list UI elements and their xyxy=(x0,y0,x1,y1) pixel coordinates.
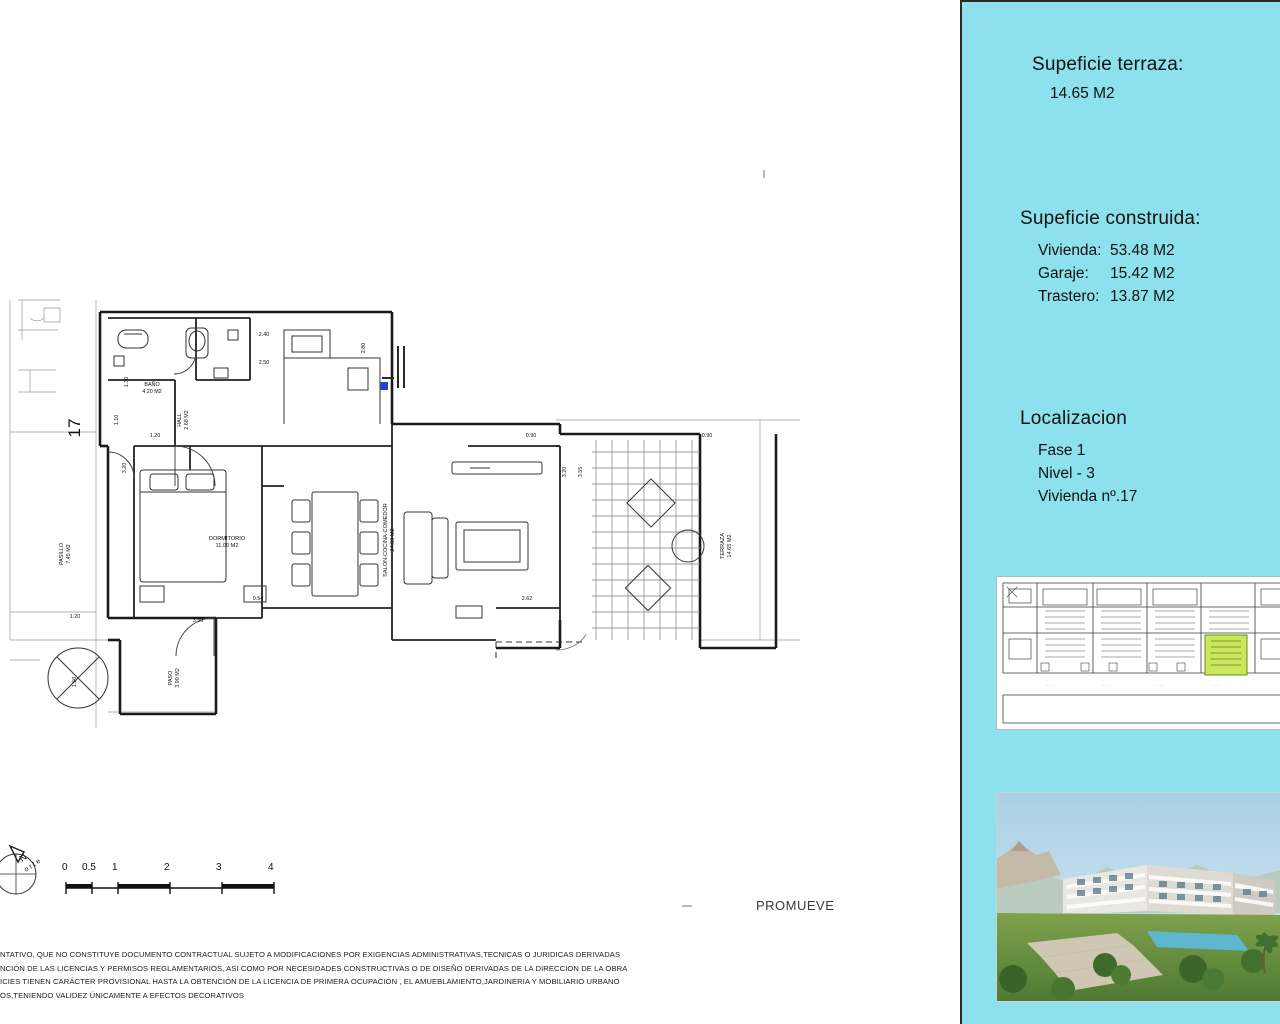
scale-bar xyxy=(60,862,300,898)
svg-text:· · ·: · · · xyxy=(1211,683,1219,689)
built-area-value: 15.42 M2 xyxy=(1110,265,1175,282)
svg-text:1.20: 1.20 xyxy=(69,614,81,620)
scale-tick: 1 xyxy=(112,862,118,873)
built-area-row xyxy=(1020,265,1280,283)
panel-top-rule xyxy=(962,0,1280,2)
site-key-plan[interactable] xyxy=(996,576,1280,730)
svg-text:DORMITORIO: DORMITORIO xyxy=(208,536,246,542)
legal-disclaimer xyxy=(0,948,640,1002)
svg-text:2.40: 2.40 xyxy=(258,332,270,338)
svg-text:o r t e: o r t e xyxy=(23,857,42,874)
promueve-label: PROMUEVE xyxy=(756,898,835,912)
unit-number-label: 17 xyxy=(65,418,84,438)
svg-text:2.68 M2: 2.68 M2 xyxy=(184,410,190,430)
terrace-area-value: 14.65 M2 xyxy=(1050,85,1115,102)
svg-text:3.20: 3.20 xyxy=(122,462,128,474)
built-area-key: Trastero: xyxy=(1038,288,1100,305)
svg-text:SALON-COCINA-COMEDOR: SALON-COCINA-COMEDOR xyxy=(383,503,389,577)
svg-text:11.00 M2: 11.00 M2 xyxy=(215,543,239,549)
svg-text:14.65 M2: 14.65 M2 xyxy=(727,534,733,558)
svg-text:1.30: 1.30 xyxy=(124,376,130,388)
svg-text:TERRAZA: TERRAZA xyxy=(720,532,726,560)
built-area-key: Vivienda: xyxy=(1038,242,1102,259)
svg-text:24.50 M2: 24.50 M2 xyxy=(390,528,396,552)
svg-text:3.50: 3.50 xyxy=(192,618,204,624)
svg-text:1.50: 1.50 xyxy=(72,676,78,688)
svg-text:0.90: 0.90 xyxy=(525,433,537,439)
legal-line: NTATIVO, QUE NO CONSTITUYE DOCUMENTO CONTRACTUAL SUJETO A MODIFICACIONES POR EXIGENCIAS ADMINISTRATIVAS,TECNICAS O JURIDICAS DERIVADAS xyxy=(0,950,621,959)
scale-bar-ticks xyxy=(60,862,300,876)
svg-text:3.20: 3.20 xyxy=(562,466,568,478)
built-area-key: Garaje: xyxy=(1038,265,1089,282)
built-area-value: 53.48 M2 xyxy=(1110,242,1175,259)
scale-tick: 2 xyxy=(164,862,170,873)
svg-text:2.80: 2.80 xyxy=(361,342,367,354)
built-area-row xyxy=(1020,288,1280,306)
svg-text:1.20: 1.20 xyxy=(149,433,161,439)
legal-line: OS,TENIENDO VALIDEZ ÚNICAMENTE A EFECTOS DECORATIVOS xyxy=(0,990,245,1000)
compass-rose xyxy=(0,836,62,906)
location-level: Nivel - 3 xyxy=(1038,465,1095,482)
built-area-block xyxy=(962,208,1280,306)
svg-text:0.54: 0.54 xyxy=(252,596,264,602)
scale-tick: 3 xyxy=(216,862,222,873)
location-block xyxy=(962,408,1280,506)
location-label: Localizacion xyxy=(1020,408,1127,429)
svg-text:4.20 M2: 4.20 M2 xyxy=(142,389,162,395)
svg-text:2.62: 2.62 xyxy=(521,596,533,602)
location-phase: Fase 1 xyxy=(1038,442,1086,459)
svg-text:1.10: 1.10 xyxy=(114,414,120,426)
scale-tick: 4 xyxy=(268,862,274,873)
terrace-area-label: Supeficie terraza: xyxy=(1032,54,1184,75)
svg-text:N: N xyxy=(17,851,29,864)
svg-text:· · ·: · · · xyxy=(1157,683,1165,689)
svg-text:7.45 M2: 7.45 M2 xyxy=(66,544,72,564)
terrace-area-block xyxy=(962,54,1280,103)
svg-text:BAÑO: BAÑO xyxy=(144,382,160,388)
scale-tick: 0.5 xyxy=(82,862,96,873)
building-render-image xyxy=(996,792,1280,1002)
svg-text:3.55: 3.55 xyxy=(578,466,584,478)
svg-text:HALL: HALL xyxy=(177,413,183,427)
svg-text:· · ·: · · · xyxy=(1103,683,1111,689)
svg-text:3.90 M2: 3.90 M2 xyxy=(175,668,181,688)
built-area-label: Supeficie construida: xyxy=(1020,208,1201,229)
legal-line: ICIES TIENEN CARÁCTER PROVISIONAL HASTA LA OBTENCIÓN DE LA LICENCIA DE PRIMERA OCUPACIÓN , EL AMUEBLAMIENTO,JARDINERIA Y MOBILIARIO URBANO xyxy=(0,977,620,987)
built-area-row xyxy=(1020,242,1280,260)
svg-text:PASO: PASO xyxy=(168,670,174,686)
svg-text:0.90: 0.90 xyxy=(701,433,713,439)
svg-text:2.50: 2.50 xyxy=(258,360,270,366)
svg-text:PASILLO: PASILLO xyxy=(59,542,65,566)
built-area-value: 13.87 M2 xyxy=(1110,288,1175,305)
location-unit: Vivienda nº.17 xyxy=(1038,488,1138,505)
svg-text:· · ·: · · · xyxy=(1047,683,1055,689)
legal-line: NCIÓN DE LAS LICENCIAS Y PERMISOS REGLAMENTARIOS, ASI COMO POR NECESIDADES CONSTRUCTIVAS O DE DISEÑO DERIVADAS DE LA DIRECCION DE LA OBRA xyxy=(0,963,628,973)
scale-tick: 0 xyxy=(62,862,68,873)
